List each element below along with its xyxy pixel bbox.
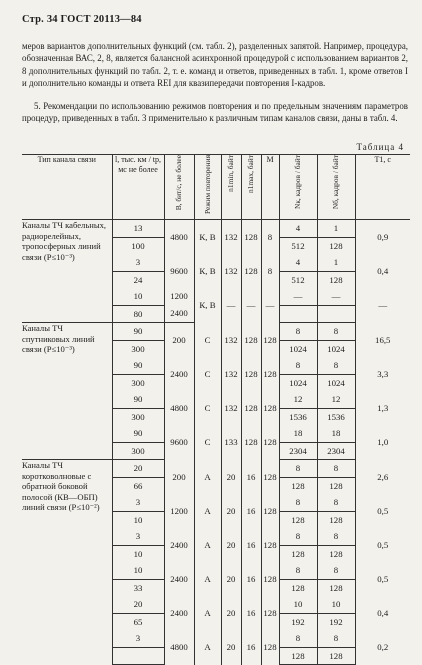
value-mode: К, В (194, 220, 221, 255)
value-nkb: 128 (279, 477, 317, 494)
value-nb: 8 (317, 460, 355, 478)
paragraph-text: меров вариантов дополнительных функций (см. табл. 2), разделенных запятой. Например, процедура, обозначенная ВАС, 2, 8, является балансной асинхронной процедурой с использованием вариантов 2, 8 дополнительных функций по табл. 2, т. е. команд и ответов, приведенных в табл. 1, кроме ответов I и дополнительно команды и ответа REI для квазипередачи повторения I-кадров. (22, 41, 408, 89)
value-tp: 66 (112, 477, 164, 494)
value-tp: 300 (112, 442, 164, 460)
value-nbb: 1024 (317, 374, 355, 391)
value-n1max: 16 (241, 596, 261, 630)
value-speed: 2400 (164, 596, 194, 630)
value-t1: 1,0 (355, 425, 410, 460)
value-tp: 10 (112, 511, 164, 528)
value-nk: 8 (279, 528, 317, 545)
col-header-n1min: n1min, байт (221, 155, 241, 220)
value-n1min: 20 (221, 528, 241, 562)
value-nb: — (317, 288, 355, 305)
value-l: 10 (112, 288, 164, 305)
value-mode: А (194, 630, 221, 665)
value-m: 128 (261, 596, 279, 630)
value-nkb: 128 (279, 579, 317, 596)
channel-type-label: Каналы ТЧ коротковолновые с обратной боковой полосой (КВ—ОБП) линий связи (P≤10⁻²) (22, 460, 100, 513)
value-nkb: 512 (279, 237, 317, 254)
value-m: 128 (261, 460, 279, 495)
value-nbb: 1536 (317, 408, 355, 425)
value-m: 128 (261, 528, 279, 562)
value-speed: 2400 (164, 528, 194, 562)
value-n1max: 128 (241, 254, 261, 288)
value-l: 13 (112, 220, 164, 238)
value-l: 3 (112, 494, 164, 511)
value-m: 8 (261, 220, 279, 255)
value-mode: С (194, 323, 221, 358)
value-l: 3 (112, 630, 164, 647)
col-header-nb: Nб, кадров / байт (317, 155, 355, 220)
value-n1min: 20 (221, 494, 241, 528)
value-nbb: 1024 (317, 340, 355, 357)
value-n1max: 16 (241, 460, 261, 495)
value-mode: А (194, 596, 221, 630)
value-l: 90 (112, 391, 164, 408)
value-speed: 1200 (164, 288, 194, 305)
table-header-row (22, 155, 410, 220)
value-nb: 8 (317, 630, 355, 647)
value-tp: 80 (112, 305, 164, 323)
value-n1min: 132 (221, 254, 241, 288)
value-nkb: 2304 (279, 442, 317, 460)
value-n1max: 16 (241, 630, 261, 665)
value-nbb: 128 (317, 579, 355, 596)
value-speed: 9600 (164, 254, 194, 288)
value-speed: 4800 (164, 220, 194, 255)
value-mode: К, В (194, 288, 221, 323)
col-header-n1max: n1max, байт (241, 155, 261, 220)
value-nb: 8 (317, 528, 355, 545)
col-header-l-tp: l, тыс. км / tр, мс не более (112, 155, 164, 220)
value-m: 128 (261, 562, 279, 596)
value-m: 128 (261, 425, 279, 460)
value-nk: 4 (279, 220, 317, 238)
value-nb: 8 (317, 494, 355, 511)
value-nbb: 2304 (317, 442, 355, 460)
paragraph-text: 5. Рекомендации по использованию режимов повторения и по предельным значениям параметров процедур, приведенных в табл. 3 применительно к различным типам каналов связи, даны в табл. 4. (22, 101, 408, 124)
value-speed: 4800 (164, 391, 194, 425)
value-speed: 2400 (164, 562, 194, 596)
value-t1: 0,5 (355, 528, 410, 562)
value-mode: С (194, 391, 221, 425)
paragraph-recommendations (22, 100, 408, 125)
value-l: 90 (112, 357, 164, 374)
value-n1max: 128 (241, 220, 261, 255)
value-mode: А (194, 460, 221, 495)
value-t1: 0,9 (355, 220, 410, 255)
value-tp: 65 (112, 613, 164, 630)
table-row (22, 460, 410, 478)
table-body (22, 220, 410, 665)
value-mode: А (194, 528, 221, 562)
value-nk: 10 (279, 596, 317, 613)
value-tp: 300 (112, 408, 164, 425)
value-nbb: 128 (317, 271, 355, 288)
value-tp: 24 (112, 271, 164, 288)
value-tp: 300 (112, 340, 164, 357)
value-tp: 100 (112, 237, 164, 254)
value-l: 20 (112, 596, 164, 613)
value-nk: — (279, 288, 317, 305)
value-t1: 2,6 (355, 460, 410, 495)
value-n1min: 132 (221, 220, 241, 255)
table-row (22, 323, 410, 341)
value-mode: С (194, 425, 221, 460)
value-n1min: — (221, 288, 241, 323)
value-l: 90 (112, 323, 164, 341)
value-nkb (279, 305, 317, 323)
value-l: 90 (112, 425, 164, 442)
value-b2: 2400 (164, 305, 194, 323)
value-tp: 10 (112, 545, 164, 562)
col-header-speed: B, бит/с, не более (164, 155, 194, 220)
value-nk: 8 (279, 323, 317, 341)
channel-type-label: Каналы ТЧ спутниковых линий связи (P≤10⁻³) (22, 323, 112, 460)
col-header-t1: T1, с (355, 155, 410, 220)
value-speed: 200 (164, 460, 194, 495)
value-nkb: 1536 (279, 408, 317, 425)
value-l: 10 (112, 562, 164, 579)
value-nbb: 128 (317, 647, 355, 665)
channel-type-label: Каналы ТЧ кабельных, радиорелейных, тропосферных линий связи (P≤10⁻³) (22, 220, 112, 323)
value-nkb: 128 (279, 647, 317, 665)
value-m: 128 (261, 630, 279, 665)
value-nb: 8 (317, 562, 355, 579)
value-nkb: 512 (279, 271, 317, 288)
value-nbb: 128 (317, 511, 355, 528)
value-n1max: 128 (241, 425, 261, 460)
value-nb: 8 (317, 357, 355, 374)
value-m: — (261, 288, 279, 323)
value-n1min: 20 (221, 630, 241, 665)
value-t1: 0,4 (355, 596, 410, 630)
value-n1max: 16 (241, 528, 261, 562)
value-mode: С (194, 357, 221, 391)
value-nk: 12 (279, 391, 317, 408)
value-l: 20 (112, 460, 164, 478)
value-nkb: 1024 (279, 374, 317, 391)
value-t1: 0,5 (355, 494, 410, 528)
value-t1: 1,3 (355, 391, 410, 425)
value-l: 3 (112, 254, 164, 271)
value-nkb: 128 (279, 545, 317, 562)
value-tp: 33 (112, 579, 164, 596)
value-l: 3 (112, 528, 164, 545)
value-nk: 18 (279, 425, 317, 442)
value-m: 128 (261, 357, 279, 391)
value-speed: 4800 (164, 630, 194, 665)
value-nkb: 128 (279, 511, 317, 528)
value-tp: 300 (112, 374, 164, 391)
value-mode: К, В (194, 254, 221, 288)
col-header-type: Тип канала связи (22, 155, 112, 220)
value-n1min: 132 (221, 391, 241, 425)
value-t1: 16,5 (355, 323, 410, 358)
value-mode: А (194, 494, 221, 528)
value-n1min: 20 (221, 562, 241, 596)
table-row (22, 220, 410, 238)
value-nk: 4 (279, 254, 317, 271)
value-nb: 8 (317, 323, 355, 341)
value-nk: 8 (279, 357, 317, 374)
value-m: 128 (261, 494, 279, 528)
value-nbb: 128 (317, 477, 355, 494)
value-n1max: 16 (241, 494, 261, 528)
value-m: 128 (261, 323, 279, 358)
value-mode: А (194, 562, 221, 596)
value-n1min: 20 (221, 460, 241, 495)
value-speed: 200 (164, 323, 194, 358)
value-n1max: 128 (241, 391, 261, 425)
value-tp (112, 647, 164, 665)
value-n1max: 128 (241, 357, 261, 391)
value-nkb: 1024 (279, 340, 317, 357)
value-nk: 8 (279, 562, 317, 579)
value-speed: 9600 (164, 425, 194, 460)
value-n1min: 132 (221, 357, 241, 391)
value-nb: 1 (317, 254, 355, 271)
value-t1: 3,3 (355, 357, 410, 391)
value-t1: 0,4 (355, 254, 410, 288)
value-n1min: 20 (221, 596, 241, 630)
value-n1max: — (241, 288, 261, 323)
value-n1max: 16 (241, 562, 261, 596)
value-m: 8 (261, 254, 279, 288)
value-nk: 8 (279, 494, 317, 511)
value-nk: 8 (279, 460, 317, 478)
value-speed: 1200 (164, 494, 194, 528)
col-header-m: M (261, 155, 279, 220)
value-nb: 18 (317, 425, 355, 442)
data-table (22, 154, 410, 665)
value-n1min: 132 (221, 323, 241, 358)
value-nbb: 128 (317, 545, 355, 562)
value-nb: 1 (317, 220, 355, 238)
value-t1: 0,5 (355, 562, 410, 596)
value-nbb (317, 305, 355, 323)
value-m: 128 (261, 391, 279, 425)
value-n1min: 133 (221, 425, 241, 460)
value-nk: 8 (279, 630, 317, 647)
value-t1: 0,2 (355, 630, 410, 665)
paragraph-continuation (22, 40, 408, 90)
page-header: Стр. 34 ГОСТ 20113—84 (22, 14, 142, 25)
value-nbb: 128 (317, 237, 355, 254)
value-speed: 2400 (164, 357, 194, 391)
value-nb: 10 (317, 596, 355, 613)
value-nbb: 192 (317, 613, 355, 630)
col-header-nk: Nк, кадров / байт (279, 155, 317, 220)
value-n1max: 128 (241, 323, 261, 358)
value-nb: 12 (317, 391, 355, 408)
col-header-mode: Режим повторения (194, 155, 221, 220)
value-nkb: 192 (279, 613, 317, 630)
value-t1: — (355, 288, 410, 323)
table-caption: Таблица 4 (356, 142, 404, 152)
